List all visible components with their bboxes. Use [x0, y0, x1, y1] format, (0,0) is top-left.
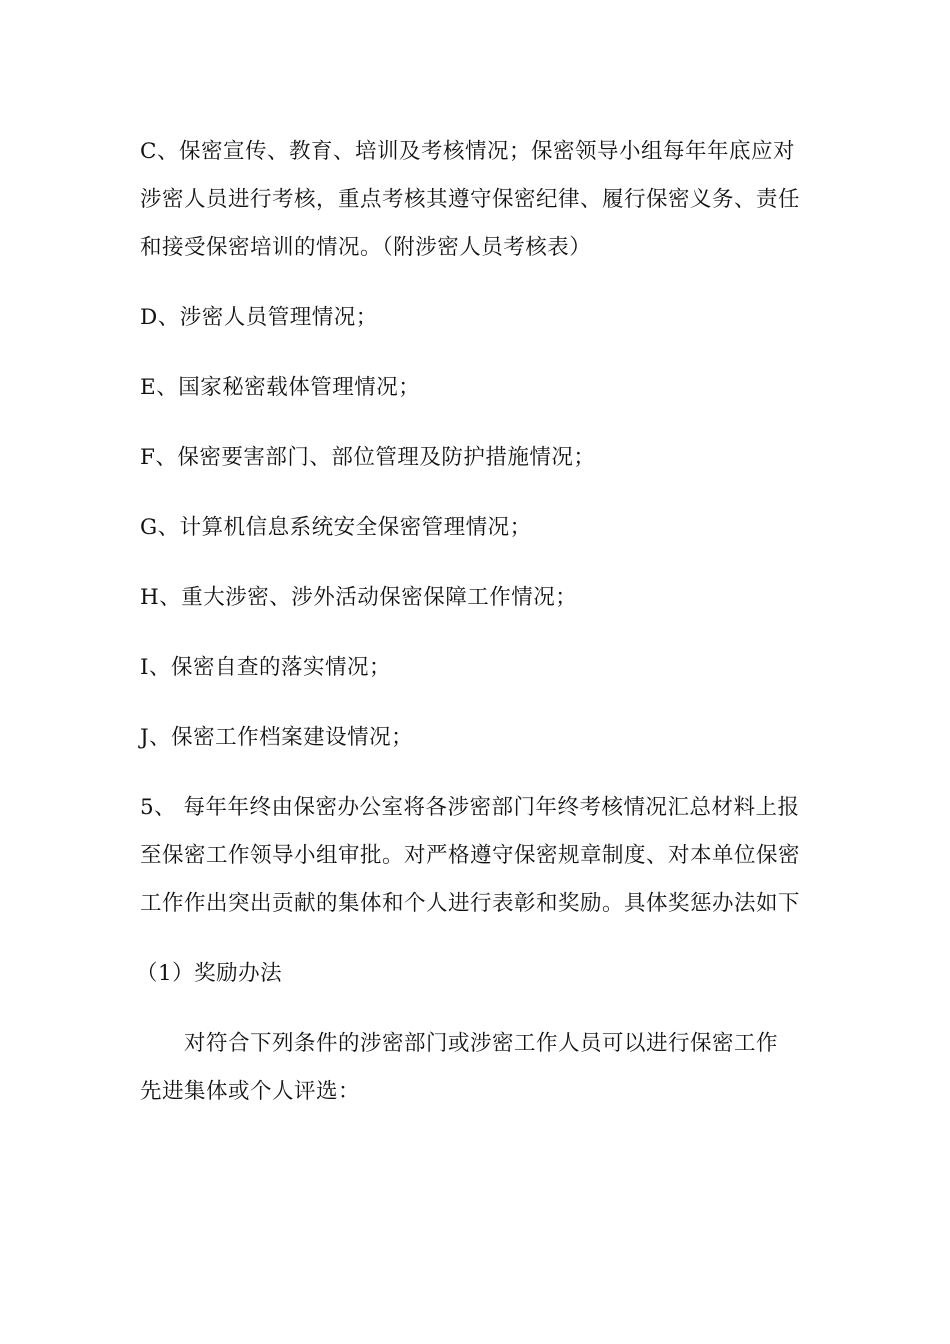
- item-e: E、国家秘密载体管理情况；: [140, 375, 421, 400]
- paragraph-5-line-3: 工作作出突出贡献的集体和个人进行表彰和奖励。具体奖惩办法如下: [140, 891, 801, 916]
- item-h: H、重大涉密、涉外活动保密保障工作情况；: [140, 585, 578, 610]
- paragraph-c-line-3: 和接受保密培训的情况。（附涉密人员考核表）: [140, 235, 592, 260]
- item-i: I、保密自查的落实情况；: [140, 655, 391, 680]
- item-d: D、涉密人员管理情况；: [140, 305, 378, 330]
- item-f: F、保密要害部门、部位管理及防护措施情况；: [140, 445, 596, 470]
- reward-intro: [140, 1020, 820, 1116]
- paragraph-c-line-2: 涉密人员进行考核，重点考核其遵守保密纪律、履行保密义务、责任: [140, 187, 801, 212]
- paragraph-5: [140, 784, 820, 928]
- reward-intro-line-1: 对符合下列条件的涉密部门或涉密工作人员可以进行保密工作: [184, 1031, 779, 1056]
- paragraph-c: [140, 128, 820, 272]
- paragraph-c-line-1: C、保密宣传、教育、培训及考核情况；保密领导小组每年年底应对: [140, 139, 795, 164]
- paragraph-5-line-2: 至保密工作领导小组审批。对严格遵守保密规章制度、对本单位保密: [140, 843, 801, 868]
- item-j: J、保密工作档案建设情况；: [140, 725, 414, 750]
- reward-heading: （1）奖励办法: [136, 961, 283, 986]
- item-g: G、计算机信息系统安全保密管理情况；: [140, 515, 532, 540]
- reward-intro-line-2: 先进集体或个人评选：: [140, 1079, 361, 1104]
- paragraph-5-line-1: 5、 每年年终由保密办公室将各涉密部门年终考核情况汇总材料上报: [140, 795, 800, 820]
- document-body: [136, 128, 820, 1116]
